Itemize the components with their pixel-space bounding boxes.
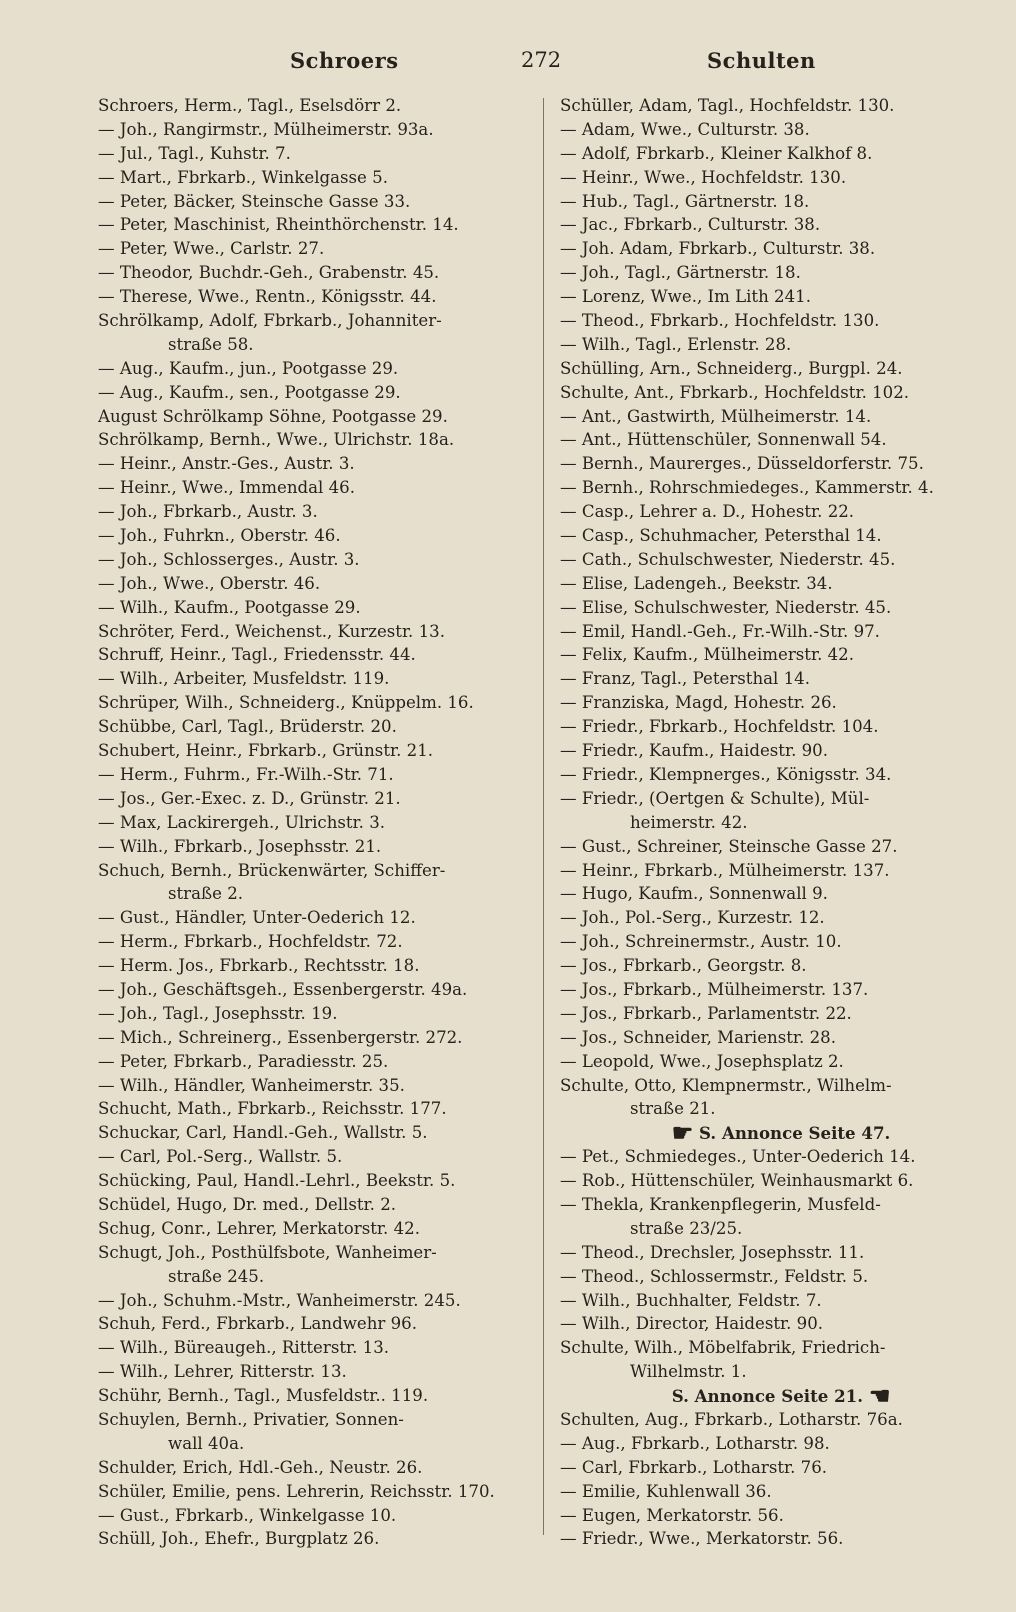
entry: — Gust., Fbrkarb., Winkelgasse 10.: [98, 1505, 397, 1525]
entry: Schüller, Adam, Tagl., Hochfeldstr. 130.: [560, 96, 895, 115]
entry: — Carl, Fbrkarb., Lotharstr. 76.: [560, 1457, 828, 1477]
entry: Schuylen, Bernh., Privatier, Sonnen-: [98, 1409, 404, 1429]
entry: — Therese, Wwe., Rentn., Königsstr. 44.: [98, 287, 437, 307]
entry: — Aug., Fbrkarb., Lotharstr. 98.: [560, 1433, 830, 1453]
entry: Schübbe, Carl, Tagl., Brüderstr. 20.: [98, 717, 397, 737]
entry: — Wilh., Director, Haidestr. 90.: [560, 1314, 824, 1334]
entry: Schulte, Otto, Klempnermstr., Wilhelm-: [560, 1075, 892, 1095]
entry: — Emilie, Kuhlenwall 36.: [560, 1481, 772, 1501]
entry: Schrölkamp, Bernh., Wwe., Ulrichstr. 18a.: [98, 430, 455, 450]
entry: — Heinr., Wwe., Hochfeldstr. 130.: [560, 167, 847, 187]
entry: — Herm., Fbrkarb., Hochfeldstr. 72.: [98, 932, 403, 952]
entry: — Joh., Rangirmstr., Mülheimerstr. 93a.: [98, 119, 434, 139]
pointing-hand-icon: ☛: [868, 1384, 891, 1408]
entry: Schuh, Ferd., Fbrkarb., Landwehr 96.: [98, 1314, 417, 1334]
entry: — Joh., Schreinermstr., Austr. 10.: [560, 932, 842, 952]
entry: — Casp., Schuhmacher, Petersthal 14.: [560, 526, 882, 546]
entry: — Wilh., Buchhalter, Feldstr. 7.: [560, 1290, 822, 1310]
entry: Schulder, Erich, Hdl.-Geh., Neustr. 26.: [98, 1457, 423, 1477]
entry: — Friedr., Fbrkarb., Hochfeldstr. 104.: [560, 717, 879, 737]
entry: Schulten, Aug., Fbrkarb., Lotharstr. 76a.: [560, 1409, 903, 1429]
entry: — Friedr., Kaufm., Haidestr. 90.: [560, 741, 829, 761]
entry: — Wilh., Lehrer, Ritterstr. 13.: [98, 1362, 347, 1382]
entry: — Jul., Tagl., Kuhstr. 7.: [98, 143, 291, 163]
entry: Schröter, Ferd., Weichenst., Kurzestr. 13.: [98, 621, 445, 641]
entry: — Wilh., Tagl., Erlenstr. 28.: [560, 334, 792, 354]
entry: — Bernh., Rohrschmiedeges., Kammerstr. 4.: [560, 478, 934, 498]
entry: — Friedr., Klempnerges., Königsstr. 34.: [560, 764, 892, 784]
entry: — Max, Lackirergeh., Ulrichstr. 3.: [98, 812, 386, 832]
entry: — Joh., Tagl., Josephsstr. 19.: [98, 1003, 338, 1023]
entry: — Franziska, Magd, Hohestr. 26.: [560, 693, 837, 713]
entry: — Joh. Adam, Fbrkarb., Culturstr. 38.: [560, 239, 876, 259]
entry: — Cath., Schulschwester, Niederstr. 45.: [560, 549, 896, 569]
entry: — Elise, Ladengeh., Beekstr. 34.: [560, 573, 833, 593]
entry: — Hugo, Kaufm., Sonnenwall 9.: [560, 884, 828, 904]
entry: — Jos., Ger.-Exec. z. D., Grünstr. 21.: [98, 788, 401, 808]
entry: — Wilh., Büreaugeh., Ritterstr. 13.: [98, 1338, 390, 1358]
entry: — Aug., Kaufm., sen., Pootgasse 29.: [98, 382, 401, 402]
entry-continuation: straße 245.: [168, 1266, 265, 1286]
entry-continuation: straße 2.: [168, 884, 244, 904]
entry: Schüll, Joh., Ehefr., Burgplatz 26.: [98, 1529, 380, 1549]
entry: — Wilh., Arbeiter, Musfeldstr. 119.: [98, 669, 390, 689]
entry: — Jac., Fbrkarb., Culturstr. 38.: [560, 215, 821, 235]
entry: — Jos., Fbrkarb., Mülheimerstr. 137.: [560, 979, 869, 999]
entry-continuation: straße 58.: [168, 334, 254, 354]
entry-continuation: straße 21.: [630, 1099, 716, 1119]
entry: — Peter, Fbrkarb., Paradiesstr. 25.: [98, 1051, 389, 1071]
annonce-text: S. Annonce Seite 21.: [671, 1386, 863, 1407]
entry: — Gust., Händler, Unter-Oederich 12.: [98, 908, 416, 928]
entry: — Joh., Fuhrkn., Oberstr. 46.: [98, 526, 341, 546]
entry: — Theod., Schlossermstr., Feldstr. 5.: [560, 1266, 869, 1286]
entry: Schubert, Heinr., Fbrkarb., Grünstr. 21.: [98, 741, 434, 761]
entry: — Joh., Schlosserges., Austr. 3.: [98, 549, 360, 569]
entry: Schroers, Herm., Tagl., Eselsdörr 2.: [98, 96, 402, 115]
entry: Schruff, Heinr., Tagl., Friedensstr. 44.: [98, 645, 416, 665]
entry: — Wilh., Fbrkarb., Josephsstr. 21.: [98, 836, 382, 856]
entry: Schuckar, Carl, Handl.-Geh., Wallstr. 5.: [98, 1123, 428, 1143]
entry: Schucht, Math., Fbrkarb., Reichsstr. 177.: [98, 1099, 447, 1119]
entry-continuation: Wilhelmstr. 1.: [630, 1362, 747, 1382]
entry: — Carl, Pol.-Serg., Wallstr. 5.: [98, 1147, 343, 1167]
entry: — Adolf, Fbrkarb., Kleiner Kalkhof 8.: [560, 143, 873, 163]
entry: — Eugen, Merkatorstr. 56.: [560, 1505, 784, 1525]
entry: — Ant., Hüttenschüler, Sonnenwall 54.: [560, 430, 887, 450]
entry: — Peter, Bäcker, Steinsche Gasse 33.: [98, 191, 411, 211]
entry: — Joh., Pol.-Serg., Kurzestr. 12.: [560, 908, 825, 928]
entry: — Herm., Fuhrm., Fr.-Wilh.-Str. 71.: [98, 764, 394, 784]
entry: — Bernh., Maurerges., Düsseldorferstr. 75.: [560, 454, 924, 474]
entry: — Heinr., Fbrkarb., Mülheimerstr. 137.: [560, 860, 890, 880]
entry: — Rob., Hüttenschüler, Weinhausmarkt 6.: [560, 1171, 914, 1191]
entry: — Theod., Drechsler, Josephsstr. 11.: [560, 1242, 865, 1262]
entry: Schücking, Paul, Handl.-Lehrl., Beekstr. 5.: [98, 1171, 456, 1191]
left-column: [98, 94, 530, 1551]
right-column: [560, 94, 992, 1551]
entry: — Leopold, Wwe., Josephsplatz 2.: [560, 1051, 844, 1071]
entry: — Adam, Wwe., Culturstr. 38.: [560, 119, 810, 139]
entry: — Wilh., Kaufm., Pootgasse 29.: [98, 597, 361, 617]
entry: August Schrölkamp Söhne, Pootgasse 29.: [98, 406, 448, 426]
entry: — Friedr., Wwe., Merkatorstr. 56.: [560, 1529, 844, 1549]
entry: Schulte, Wilh., Möbelfabrik, Friedrich-: [560, 1338, 886, 1358]
entry: Schülling, Arn., Schneiderg., Burgpl. 24.: [560, 358, 903, 378]
entry: — Mich., Schreinerg., Essenbergerstr. 272.: [98, 1027, 463, 1047]
entry: — Theodor, Buchdr.-Geh., Grabenstr. 45.: [98, 263, 440, 283]
entry: Schühr, Bernh., Tagl., Musfeldstr.. 119.: [98, 1386, 429, 1406]
pointing-hand-icon: ☛: [671, 1121, 694, 1146]
entry: — Casp., Lehrer a. D., Hohestr. 22.: [560, 502, 855, 522]
entry: Schrüper, Wilh., Schneiderg., Knüppelm. 16.: [98, 693, 474, 713]
entry-continuation: heimerstr. 42.: [630, 812, 748, 832]
running-head-left: Schroers: [290, 48, 399, 73]
annonce-text: S. Annonce Seite 47.: [699, 1123, 891, 1144]
entry: — Peter, Wwe., Carlstr. 27.: [98, 239, 325, 259]
entry-continuation: straße 23/25.: [630, 1218, 743, 1238]
annonce-note: [560, 1384, 992, 1408]
annonce-note: [560, 1121, 992, 1145]
entry: Schugt, Joh., Posthülfsbote, Wanheimer-: [98, 1242, 437, 1262]
entry: Schuch, Bernh., Brückenwärter, Schiffer-: [98, 860, 446, 880]
entry: — Jos., Fbrkarb., Parlamentstr. 22.: [560, 1003, 852, 1023]
entry: Schrölkamp, Adolf, Fbrkarb., Johanniter-: [98, 311, 442, 331]
entry: — Theod., Fbrkarb., Hochfeldstr. 130.: [560, 311, 880, 331]
entry: — Lorenz, Wwe., Im Lith 241.: [560, 287, 811, 307]
entry: — Elise, Schulschwester, Niederstr. 45.: [560, 597, 892, 617]
page-number: 272: [521, 48, 562, 72]
entry: Schulte, Ant., Fbrkarb., Hochfeldstr. 102.: [560, 382, 910, 402]
entry: — Joh., Tagl., Gärtnerstr. 18.: [560, 263, 801, 283]
entry: — Heinr., Anstr.-Ges., Austr. 3.: [98, 454, 355, 474]
entry: — Friedr., (Oertgen & Schulte), Mül-: [560, 788, 870, 808]
entry-continuation: wall 40a.: [168, 1433, 245, 1453]
entry: — Thekla, Krankenpflegerin, Musfeld-: [560, 1194, 881, 1214]
entry: — Herm. Jos., Fbrkarb., Rechtsstr. 18.: [98, 956, 420, 976]
entry: — Hub., Tagl., Gärtnerstr. 18.: [560, 191, 810, 211]
entry: Schüler, Emilie, pens. Lehrerin, Reichsstr. 170.: [98, 1481, 495, 1501]
entry: — Wilh., Händler, Wanheimerstr. 35.: [98, 1075, 405, 1095]
entry: — Pet., Schmiedeges., Unter-Oederich 14.: [560, 1147, 916, 1167]
column-divider: [543, 98, 544, 1535]
entry: — Joh., Fbrkarb., Austr. 3.: [98, 502, 318, 522]
entry: — Jos., Fbrkarb., Georgstr. 8.: [560, 956, 807, 976]
entry: — Jos., Schneider, Marienstr. 28.: [560, 1027, 836, 1047]
entry: — Peter, Maschinist, Rheinthörchenstr. 14.: [98, 215, 459, 235]
entry: — Mart., Fbrkarb., Winkelgasse 5.: [98, 167, 388, 187]
entry: — Emil, Handl.-Geh., Fr.-Wilh.-Str. 97.: [560, 621, 880, 641]
entry: — Ant., Gastwirth, Mülheimerstr. 14.: [560, 406, 872, 426]
entry: — Aug., Kaufm., jun., Pootgasse 29.: [98, 358, 399, 378]
entry: — Gust., Schreiner, Steinsche Gasse 27.: [560, 836, 898, 856]
entry: — Joh., Wwe., Oberstr. 46.: [98, 573, 321, 593]
entry: Schug, Conr., Lehrer, Merkatorstr. 42.: [98, 1218, 420, 1238]
entry: Schüdel, Hugo, Dr. med., Dellstr. 2.: [98, 1194, 397, 1214]
entry: — Joh., Geschäftsgeh., Essenbergerstr. 49a.: [98, 979, 468, 999]
entry: — Heinr., Wwe., Immendal 46.: [98, 478, 356, 498]
entry: — Felix, Kaufm., Mülheimerstr. 42.: [560, 645, 855, 665]
page-header: [0, 44, 1016, 78]
entry: — Franz, Tagl., Petersthal 14.: [560, 669, 811, 689]
entry: — Joh., Schuhm.-Mstr., Wanheimerstr. 245.: [98, 1290, 461, 1310]
running-head-right: Schulten: [707, 48, 816, 73]
